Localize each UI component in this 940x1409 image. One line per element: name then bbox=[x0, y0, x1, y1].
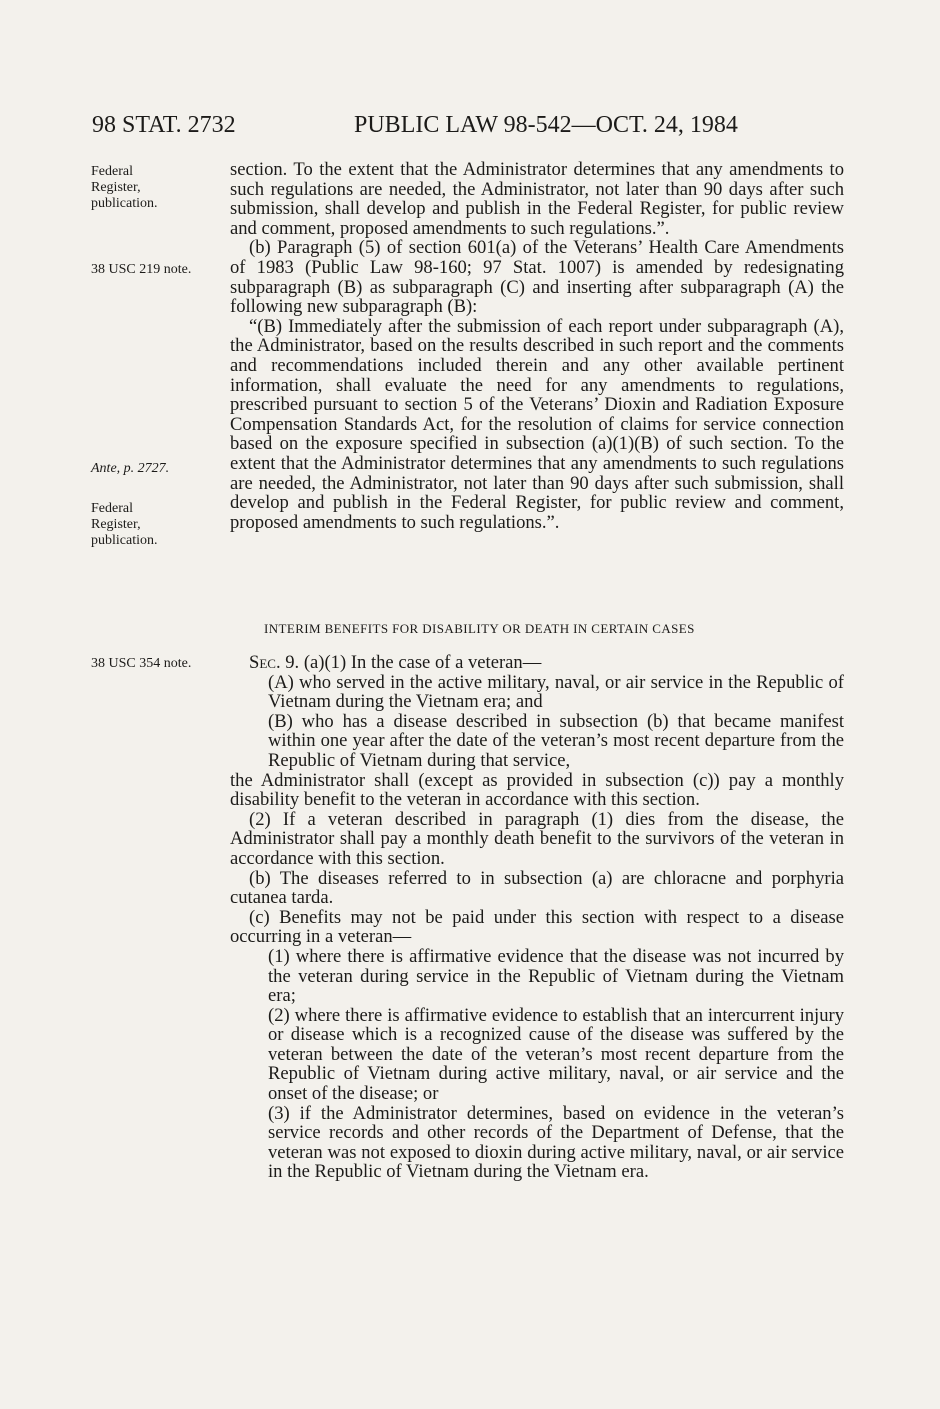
paragraph-b-diseases: (b) The diseases referred to in subsection (a) are chloracne and porphyria cutanea tarda. bbox=[230, 867, 844, 909]
body-block-1 bbox=[230, 160, 844, 532]
margin-note-38-usc-219: 38 USC 219 note. bbox=[91, 262, 192, 277]
paragraph-section-end: section. To the extent that the Administrator determines that any amendments to such regulations are needed, the Administrator, not later than 90 days after such submission, shall develop and publish in the Federal Register, for public review and comment, proposed amendments to such regulations.”. bbox=[230, 159, 844, 239]
stat-page-number: 98 STAT. 2732 bbox=[92, 112, 236, 138]
paragraph-new-subparagraph-b: “(B) Immediately after the submission of each report under subparagraph (A), the Administrator, based on the results described in such report and the comments and recommendations included therein and any other available pertinent information, shall evaluate the need for any amendments to regulations, prescribed pursuant to section 5 of the Veterans’ Dioxin and Radiation Exposure Compensation Standards Act, for the resolution of claims for service connection based on the exposure specified in subsection (a)(1)(B) of such section. To the extent that the Administrator determines that any amendments to such regulations are needed, the Administrator, not later than 90 days after such submission, shall develop and publish in the Federal Register, for public review and comment, proposed amendments to such regulations.”. bbox=[230, 315, 844, 533]
paragraph-a-served: (A) who served in the active military, naval, or air service in the Republic of Vietnam during the Vietnam era; and bbox=[268, 671, 844, 713]
paragraph-c2: (2) where there is affirmative evidence to establish that an intercurrent injury or disease which is a recognized cause of the disease was suffered by the veteran between the date of the veteran’s most recent departure from the Republic of Vietnam during active military, naval, or air service and the onset of the disease; or bbox=[268, 1004, 844, 1105]
margin-note-federal-register-1: Federal Register, publication. bbox=[91, 164, 158, 211]
sec-9-a1-text: 9. (a)(1) In the case of a veteran— bbox=[280, 652, 542, 673]
paragraph-c1: (1) where there is affirmative evidence that the disease was not incurred by the veteran during service in the Republic of Vietnam during the Vietnam era; bbox=[268, 945, 844, 1007]
section-heading: INTERIM BENEFITS FOR DISABILITY OR DEATH IN CERTAIN CASES bbox=[264, 621, 695, 636]
paragraph-b-disease: (B) who has a disease described in subsection (b) that became manifest within one year after the date of the veteran’s most recent departure from the Republic of Vietnam during that service, bbox=[268, 710, 844, 771]
paragraph-c3: (3) if the Administrator determines, based on evidence in the veteran’s service records and other records of the Department of Defense, that the veteran was not exposed to dioxin during active military, naval, or air service in the Republic of Vietnam during the Vietnam era. bbox=[268, 1102, 844, 1183]
running-header bbox=[92, 112, 752, 142]
paragraph-administrator-pay: the Administrator shall (except as provided in subsection (c)) pay a monthly disability benefit to the veteran in accordance with this section. bbox=[230, 769, 844, 811]
paragraph-b-amendment: (b) Paragraph (5) of section 601(a) of the Veterans’ Health Care Amendments of 1983 (Public Law 98-160; 97 Stat. 1007) is amended by redesignating subparagraph (B) as subparagraph (C) and inserting after subparagraph (A) the following new subparagraph (B): bbox=[230, 237, 844, 318]
public-law-title: PUBLIC LAW 98-542—OCT. 24, 1984 bbox=[354, 112, 738, 138]
paragraph-c-benefits: (c) Benefits may not be paid under this section with respect to a disease occurring in a veteran— bbox=[230, 906, 844, 948]
margin-note-ante: Ante, p. 2727. bbox=[91, 461, 170, 476]
body-block-2 bbox=[230, 653, 844, 1182]
paragraph-a2-death: (2) If a veteran described in paragraph (1) dies from the disease, the Administrator shall pay a monthly death benefit to the survivors of the veteran in accordance with this section. bbox=[230, 808, 844, 869]
margin-note-federal-register-2: Federal Register, publication. bbox=[91, 501, 158, 548]
margin-note-38-usc-354: 38 USC 354 note. bbox=[91, 656, 192, 671]
paragraph-sec-9-a1 bbox=[230, 653, 844, 673]
sec-label: Sec. bbox=[249, 652, 281, 673]
